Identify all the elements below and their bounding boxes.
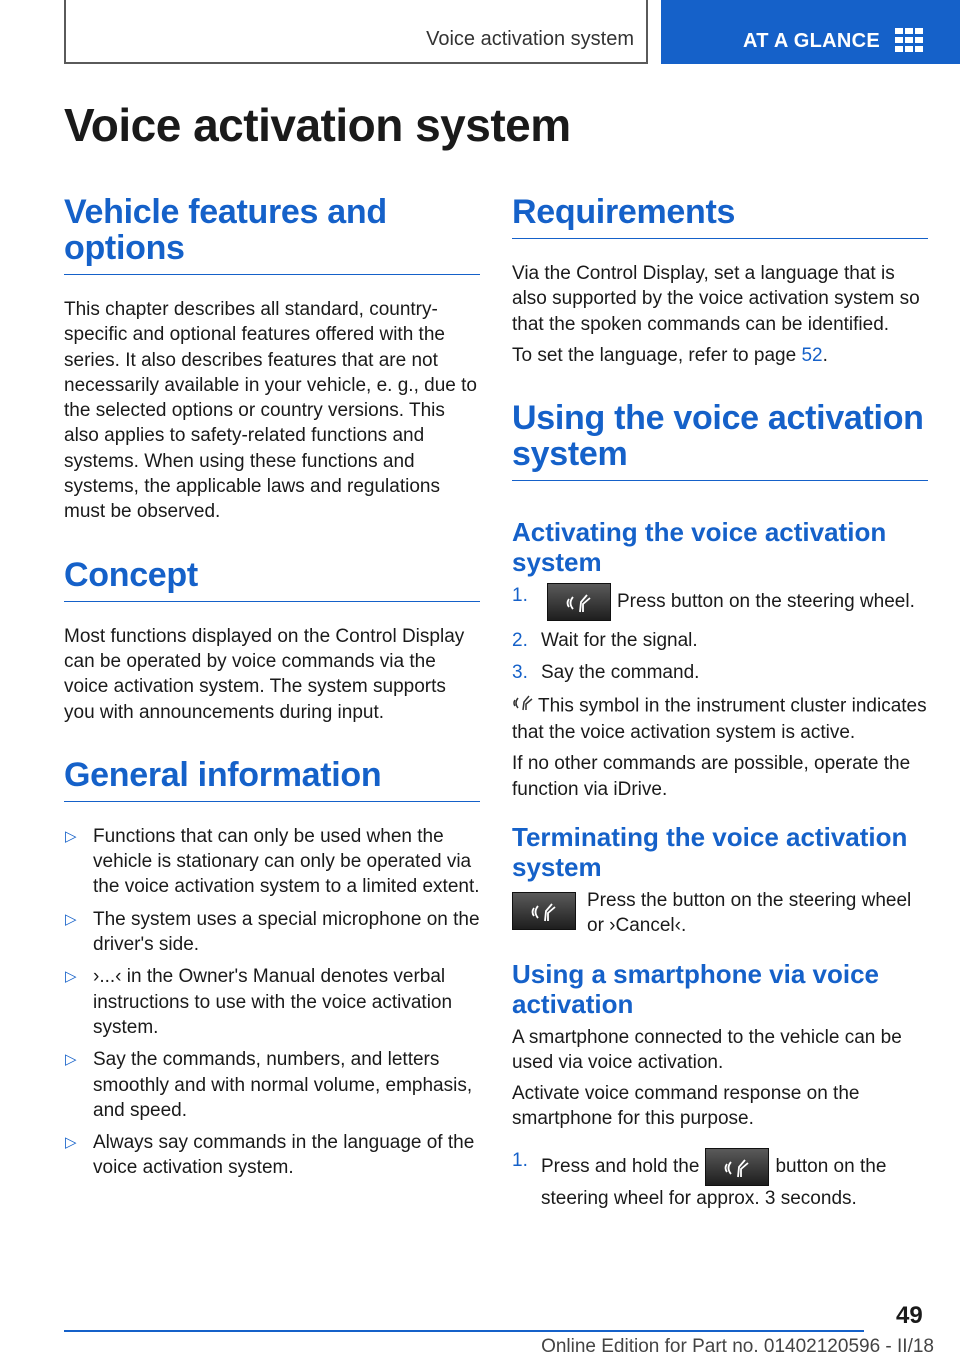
heading-general-information: General information	[64, 757, 480, 802]
list-item: 2. Wait for the signal.	[512, 630, 698, 652]
smartphone-text-2: Activate voice command response on the smartphone for this purpose.	[512, 1083, 860, 1130]
heading-smartphone: Using a smartphone via voice activation	[512, 958, 880, 1019]
heading-using-voice-activation: Using the voice activation system	[512, 400, 928, 481]
header-tab[interactable]	[661, 0, 960, 64]
smartphone-text-1: A smartphone connected to the vehicle can be used via voice activation.	[512, 1026, 902, 1073]
idrive-text: If no other commands are possible, operate the function via iDrive.	[512, 753, 911, 800]
header-section-title: Voice activation system	[426, 28, 634, 50]
voice-active-indicator-icon	[512, 693, 534, 720]
requirements-text: Via the Control Display, set a language that is also supported by the voice activation system so that the spoken commands can be identified.	[512, 263, 920, 335]
page-number: 49	[896, 1302, 923, 1329]
general-info-list	[64, 824, 480, 1181]
grid-icon	[895, 28, 923, 52]
list-item: 1. Press button on the steering wheel.	[512, 583, 928, 621]
right-column	[512, 194, 928, 1218]
list-item: ▷ Say the commands, numbers, and letters smoothly and with normal volume, emphasis, and speed.	[65, 1049, 473, 1121]
list-item: 3. Say the command.	[512, 662, 700, 684]
footer-divider	[64, 1330, 864, 1332]
voice-button-icon	[512, 892, 576, 930]
left-column	[64, 194, 480, 1188]
list-item: ▷ Functions that can only be used when the vehicle is stationary can only be operated via the voice activation system to a limited extent.	[65, 825, 480, 898]
voice-button-icon	[705, 1148, 769, 1186]
header-section-box	[64, 0, 648, 64]
features-text: This chapter describes all standard, country-specific and optional features offered with the series. It also describes features that are not necessarily available in your vehicle, e. g., due to the selected options or country versions. This also applies to safety-related functions and systems. When using these functions and systems, the applicable laws and regulations must be observed.	[64, 299, 477, 523]
terminating-text: Press the button on the steering wheel or ›Cancel‹.	[587, 889, 912, 937]
triangle-bullet-icon: ▷	[65, 1051, 77, 1069]
voice-button-icon	[547, 583, 611, 621]
triangle-bullet-icon: ▷	[65, 910, 77, 928]
heading-terminating: Terminating the voice activation system	[512, 821, 908, 882]
activating-steps	[512, 583, 928, 686]
page-reference-link[interactable]: 52	[801, 344, 823, 366]
heading-concept: Concept	[64, 557, 480, 602]
requirements-reference: To set the language, refer to page 52.	[512, 344, 828, 366]
triangle-bullet-icon: ▷	[65, 968, 77, 986]
footer-edition: Online Edition for Part no. 01402120596 - II/18	[541, 1336, 934, 1357]
heading-activating: Activating the voice activation system	[512, 517, 887, 578]
terminating-row	[512, 888, 928, 939]
heading-requirements: Requirements	[512, 194, 928, 239]
concept-text: Most functions displayed on the Control Display can be operated by voice commands via the voice activation system. The system supports you with announcements during input.	[64, 625, 465, 723]
header-tab-label: AT A GLANCE	[743, 30, 880, 52]
heading-vehicle-features: Vehicle features and options	[64, 194, 480, 275]
list-item: 1. Press and hold the button on the steering wheel for approx. 3 seconds.	[512, 1149, 887, 1209]
page-title: Voice activation system	[64, 99, 571, 151]
list-item: ▷ Always say commands in the language of the voice activation system.	[65, 1132, 475, 1179]
list-item: ▷ ›...‹ in the Owner's Manual denotes verbal instructions to use with the voice activation system.	[65, 966, 453, 1038]
triangle-bullet-icon: ▷	[65, 827, 77, 845]
triangle-bullet-icon: ▷	[65, 1134, 77, 1152]
symbol-description: This symbol in the instrument cluster indicates that the voice activation system is active.	[512, 693, 928, 746]
list-item: ▷ The system uses a special microphone on the driver's side.	[65, 908, 480, 956]
smartphone-steps	[512, 1148, 928, 1211]
